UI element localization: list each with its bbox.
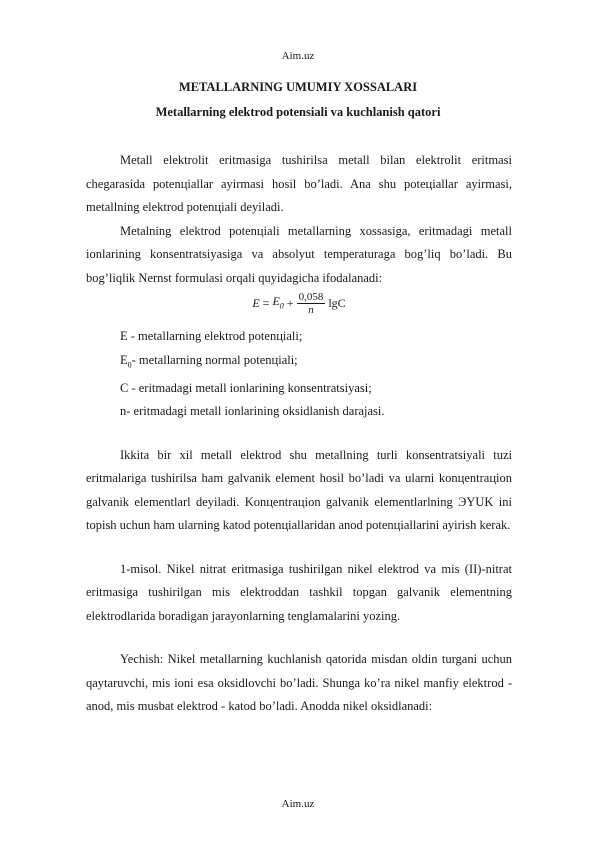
formula-numerator: 0,058 [298,291,324,304]
formula-plus: + [286,296,294,311]
paragraph-concentration-cell: Ikkita bir xil metall elektrod shu metallning turli konsentratsiyali tuzi eritmalariga tushirilsa ham galvanik element hosil bo’ladi va ularni konцentraцion galvanik elementlarl deyiladi. Konцentraцion galvanik elementlarlning ЭYUK ini topish uchun ham ularning katod potenцiallaridan anod potenцiallarini ayirish kerak. [86,447,512,532]
formula-e0: $E_0$ [272,294,284,311]
formula-denominator: n [308,304,314,317]
page-title: METALLARNING UMUMIY XOSSALARI [178,80,418,94]
formula-equals: = [262,296,270,311]
paragraph-nernst: Metalning elektrod potenцiali metallarning xossasiga, eritmadagi metall ionlarining konsentratsiyasiga va absolyut temperaturaga bog’liq bo’ladi. Bu bog’liqlik Nernst formulasi orqali quyidagicha ifodalanadi: [86,223,512,285]
paragraph-solution: Yechish: Nikel metallarning kuchlanish qatorida misdan oldin turgani uchun qaytaruvchi, mis ioni esa oksidlovchi bo’ladi. Shunga ko’ra nikel manfiy elektrod - anod, mis musbat elektrod - katod bo’ladi. Anodda nikel oksidlanadi: [86,652,512,713]
nernst-formula [86,290,512,325]
page-footer: Aim.uz [281,798,315,810]
paragraph-intro: Metall elektrolit eritmasiga tushirilsa metall bilan elektrolit eritmasi chegarasida potenцiallar ayirmasi hosil bo’ladi. Ana shu poteцiallar ayirmasi, metallning elektrod potenцiali deyiladi. [86,153,512,214]
paragraph-example: 1-misol. Nikel nitrat eritmasiga tushirilgan nikel elektrod va mis (II)-nitrat eritmasiga tushirilgan mis elektroddan tashkil topgan galvanik elementning elektrodlarida boradigan jarayonlarning tenglamalarini yozing. [86,561,512,623]
formula-log: lgC [328,296,346,311]
definition-e0: $E_0-$ metallarning normal potenцiali; [120,352,298,369]
formula-lhs: E [252,296,260,311]
formula-fraction [297,291,326,316]
page-header: Aim.uz [281,50,315,62]
definition-c: C - eritmadagi metall ionlarining konsentratsiyasi; [120,380,372,395]
body-text [86,149,512,719]
definition-n: n- eritmadagi metall ionlarining oksidlanish darajasi. [120,404,385,418]
definition-e: E - metallarning elektrod potenцiali; [120,329,303,343]
page-subtitle: Metallarning elektrod potensiali va kuchlanish qatori [155,105,441,119]
